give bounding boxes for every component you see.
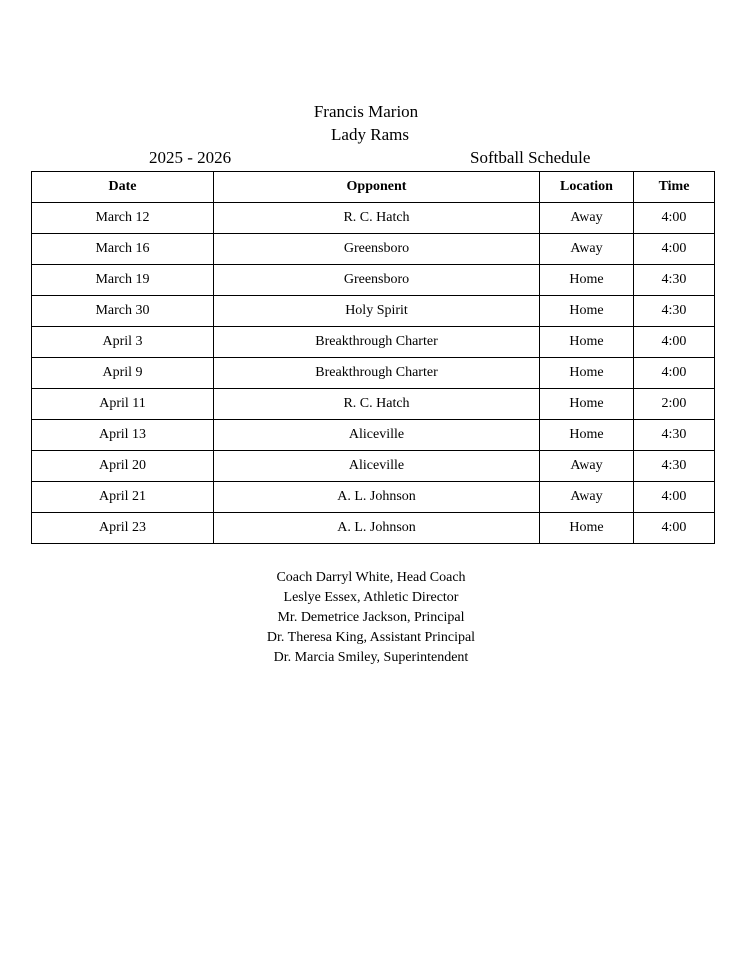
school-name: Francis Marion (313, 102, 419, 121)
cell-date: April 3 (32, 327, 214, 358)
cell-time: 4:00 (634, 234, 715, 265)
cell-location: Away (540, 482, 634, 513)
table-row (32, 513, 715, 544)
cell-date: March 30 (32, 296, 214, 327)
cell-time: 4:30 (634, 420, 715, 451)
season-years: 2025 - 2026 (149, 148, 232, 167)
staff-head-coach: Coach Darryl White, Head Coach (276, 570, 466, 585)
cell-location: Home (540, 420, 634, 451)
column-header-date: Date (32, 172, 214, 203)
table-row (32, 451, 715, 482)
cell-time: 4:30 (634, 451, 715, 482)
table-header-row (32, 172, 715, 203)
cell-opponent: Aliceville (214, 420, 540, 451)
staff-principal: Mr. Demetrice Jackson, Principal (277, 610, 465, 625)
cell-date: March 12 (32, 203, 214, 234)
table-row (32, 389, 715, 420)
column-header-opponent: Opponent (214, 172, 540, 203)
cell-opponent: R. C. Hatch (214, 389, 540, 420)
cell-opponent: Breakthrough Charter (214, 327, 540, 358)
cell-location: Away (540, 203, 634, 234)
cell-location: Home (540, 296, 634, 327)
cell-opponent: Greensboro (214, 265, 540, 296)
cell-opponent: Aliceville (214, 451, 540, 482)
cell-opponent: Breakthrough Charter (214, 358, 540, 389)
cell-opponent: A. L. Johnson (214, 482, 540, 513)
cell-time: 4:00 (634, 203, 715, 234)
cell-date: April 9 (32, 358, 214, 389)
cell-time: 4:00 (634, 482, 715, 513)
cell-time: 4:30 (634, 296, 715, 327)
cell-opponent: A. L. Johnson (214, 513, 540, 544)
cell-date: April 21 (32, 482, 214, 513)
cell-location: Away (540, 234, 634, 265)
schedule-table (31, 171, 715, 544)
cell-location: Home (540, 513, 634, 544)
cell-location: Home (540, 327, 634, 358)
cell-opponent: Greensboro (214, 234, 540, 265)
staff-list (0, 568, 742, 668)
table-row (32, 203, 715, 234)
cell-location: Home (540, 389, 634, 420)
cell-date: April 13 (32, 420, 214, 451)
cell-time: 4:00 (634, 327, 715, 358)
cell-time: 4:00 (634, 358, 715, 389)
cell-time: 4:30 (634, 265, 715, 296)
column-header-location: Location (540, 172, 634, 203)
table-row (32, 234, 715, 265)
cell-date: March 16 (32, 234, 214, 265)
cell-date: April 23 (32, 513, 214, 544)
table-row (32, 358, 715, 389)
cell-date: March 19 (32, 265, 214, 296)
cell-location: Home (540, 358, 634, 389)
cell-location: Home (540, 265, 634, 296)
cell-location: Away (540, 451, 634, 482)
cell-date: April 11 (32, 389, 214, 420)
staff-athletic-director: Leslye Essex, Athletic Director (283, 590, 459, 605)
table-row (32, 482, 715, 513)
cell-opponent: Holy Spirit (214, 296, 540, 327)
column-header-time: Time (634, 172, 715, 203)
table-row (32, 296, 715, 327)
table-row (32, 327, 715, 358)
cell-time: 4:00 (634, 513, 715, 544)
staff-superintendent: Dr. Marcia Smiley, Superintendent (273, 650, 469, 665)
staff-assistant-principal: Dr. Theresa King, Assistant Principal (266, 630, 476, 645)
table-row (32, 265, 715, 296)
cell-time: 2:00 (634, 389, 715, 420)
table-row (32, 420, 715, 451)
cell-opponent: R. C. Hatch (214, 203, 540, 234)
cell-date: April 20 (32, 451, 214, 482)
schedule-label: Softball Schedule (470, 148, 591, 167)
team-name: Lady Rams (331, 125, 409, 144)
